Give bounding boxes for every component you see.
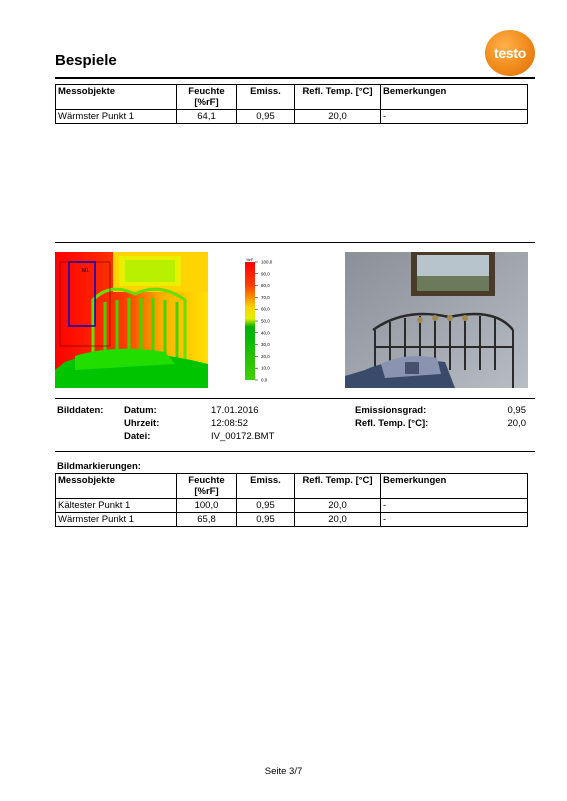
file-label: Datei: — [124, 431, 151, 442]
date-label: Datum: — [124, 405, 157, 416]
scale-tick-label: 70,0 — [261, 294, 270, 300]
logo-text: testo — [494, 45, 526, 61]
scale-ticks — [255, 260, 273, 383]
cell-emissivity: 0,95 — [237, 110, 295, 124]
cell-emissivity: 0,95 — [237, 513, 295, 527]
file-value: IV_00172.BMT — [211, 431, 275, 442]
scale-tick-label: 0,0 — [261, 377, 268, 382]
page-number: Seite 3/7 — [264, 766, 303, 777]
page-title: Bespiele — [55, 52, 117, 69]
cell-emissivity: 0,95 — [237, 499, 295, 513]
image-data-rule-top — [55, 398, 535, 399]
cell-humidity: 64,1 — [177, 110, 237, 124]
refl-temp-value: 20,0 — [507, 418, 526, 429]
col-header: Emiss. — [237, 85, 295, 110]
measurement-table-top — [55, 84, 528, 124]
header-rule — [55, 77, 535, 79]
image-section-rule — [55, 242, 535, 243]
visual-photo — [345, 252, 528, 388]
table-header-row — [56, 474, 528, 499]
cell-object: Kältester Punkt 1 — [56, 499, 177, 513]
cell-humidity: 100,0 — [177, 499, 237, 513]
table-row — [56, 110, 528, 124]
scale-tick-label: 90,0 — [261, 271, 270, 277]
testo-logo — [485, 30, 535, 76]
table-row — [56, 513, 528, 527]
emissivity-label: Emissionsgrad: — [355, 405, 427, 416]
marker-label: M1 — [82, 268, 89, 274]
scale-tick-label: 40,0 — [261, 330, 270, 336]
scale-tick-label: 30,0 — [261, 342, 270, 348]
image-data-rule-bottom — [55, 451, 535, 452]
col-header: Bemerkungen — [381, 474, 528, 499]
image-data-label: Bilddaten: — [57, 405, 104, 416]
col-header: Messobjekte — [56, 474, 177, 499]
cell-refl-temp: 20,0 — [295, 513, 381, 527]
col-header: Messobjekte — [56, 85, 177, 110]
time-label: Uhrzeit: — [124, 418, 160, 429]
emissivity-value: 0,95 — [507, 405, 526, 416]
scale-tick-label: 60,0 — [261, 306, 270, 312]
scale-tick-label: 50,0 — [261, 318, 270, 324]
thermal-image — [55, 252, 208, 388]
cell-remarks: - — [381, 499, 528, 513]
cell-remarks: - — [381, 110, 528, 124]
col-header: Refl. Temp. [°C] — [295, 474, 381, 499]
cell-humidity: 65,8 — [177, 513, 237, 527]
scale-tick-label: 10,0 — [261, 365, 270, 371]
cell-object: Wärmster Punkt 1 — [56, 513, 177, 527]
humidity-color-scale — [243, 256, 297, 382]
table-header-row — [56, 85, 528, 110]
col-header: Emiss. — [237, 474, 295, 499]
time-value: 12:08:52 — [211, 418, 248, 429]
date-value: 17.01.2016 — [211, 405, 259, 416]
col-header: Refl. Temp. [°C] — [295, 85, 381, 110]
refl-temp-label: Refl. Temp. [°C]: — [355, 418, 429, 429]
cell-refl-temp: 20,0 — [295, 110, 381, 124]
cell-refl-temp: 20,0 — [295, 499, 381, 513]
scale-tick-label: 80,0 — [261, 283, 270, 289]
col-header: Bemerkungen — [381, 85, 528, 110]
scale-unit: %rF — [246, 257, 254, 262]
scale-tick-label: 100,0 — [261, 259, 273, 265]
cell-object: Wärmster Punkt 1 — [56, 110, 177, 124]
measurement-table-markings — [55, 473, 528, 527]
col-header: Feuchte [%rF] — [177, 85, 237, 110]
col-header: Feuchte [%rF] — [177, 474, 237, 499]
scale-tick-label: 20,0 — [261, 353, 270, 359]
markings-title: Bildmarkierungen: — [57, 461, 141, 472]
table-row — [56, 499, 528, 513]
cell-remarks: - — [381, 513, 528, 527]
